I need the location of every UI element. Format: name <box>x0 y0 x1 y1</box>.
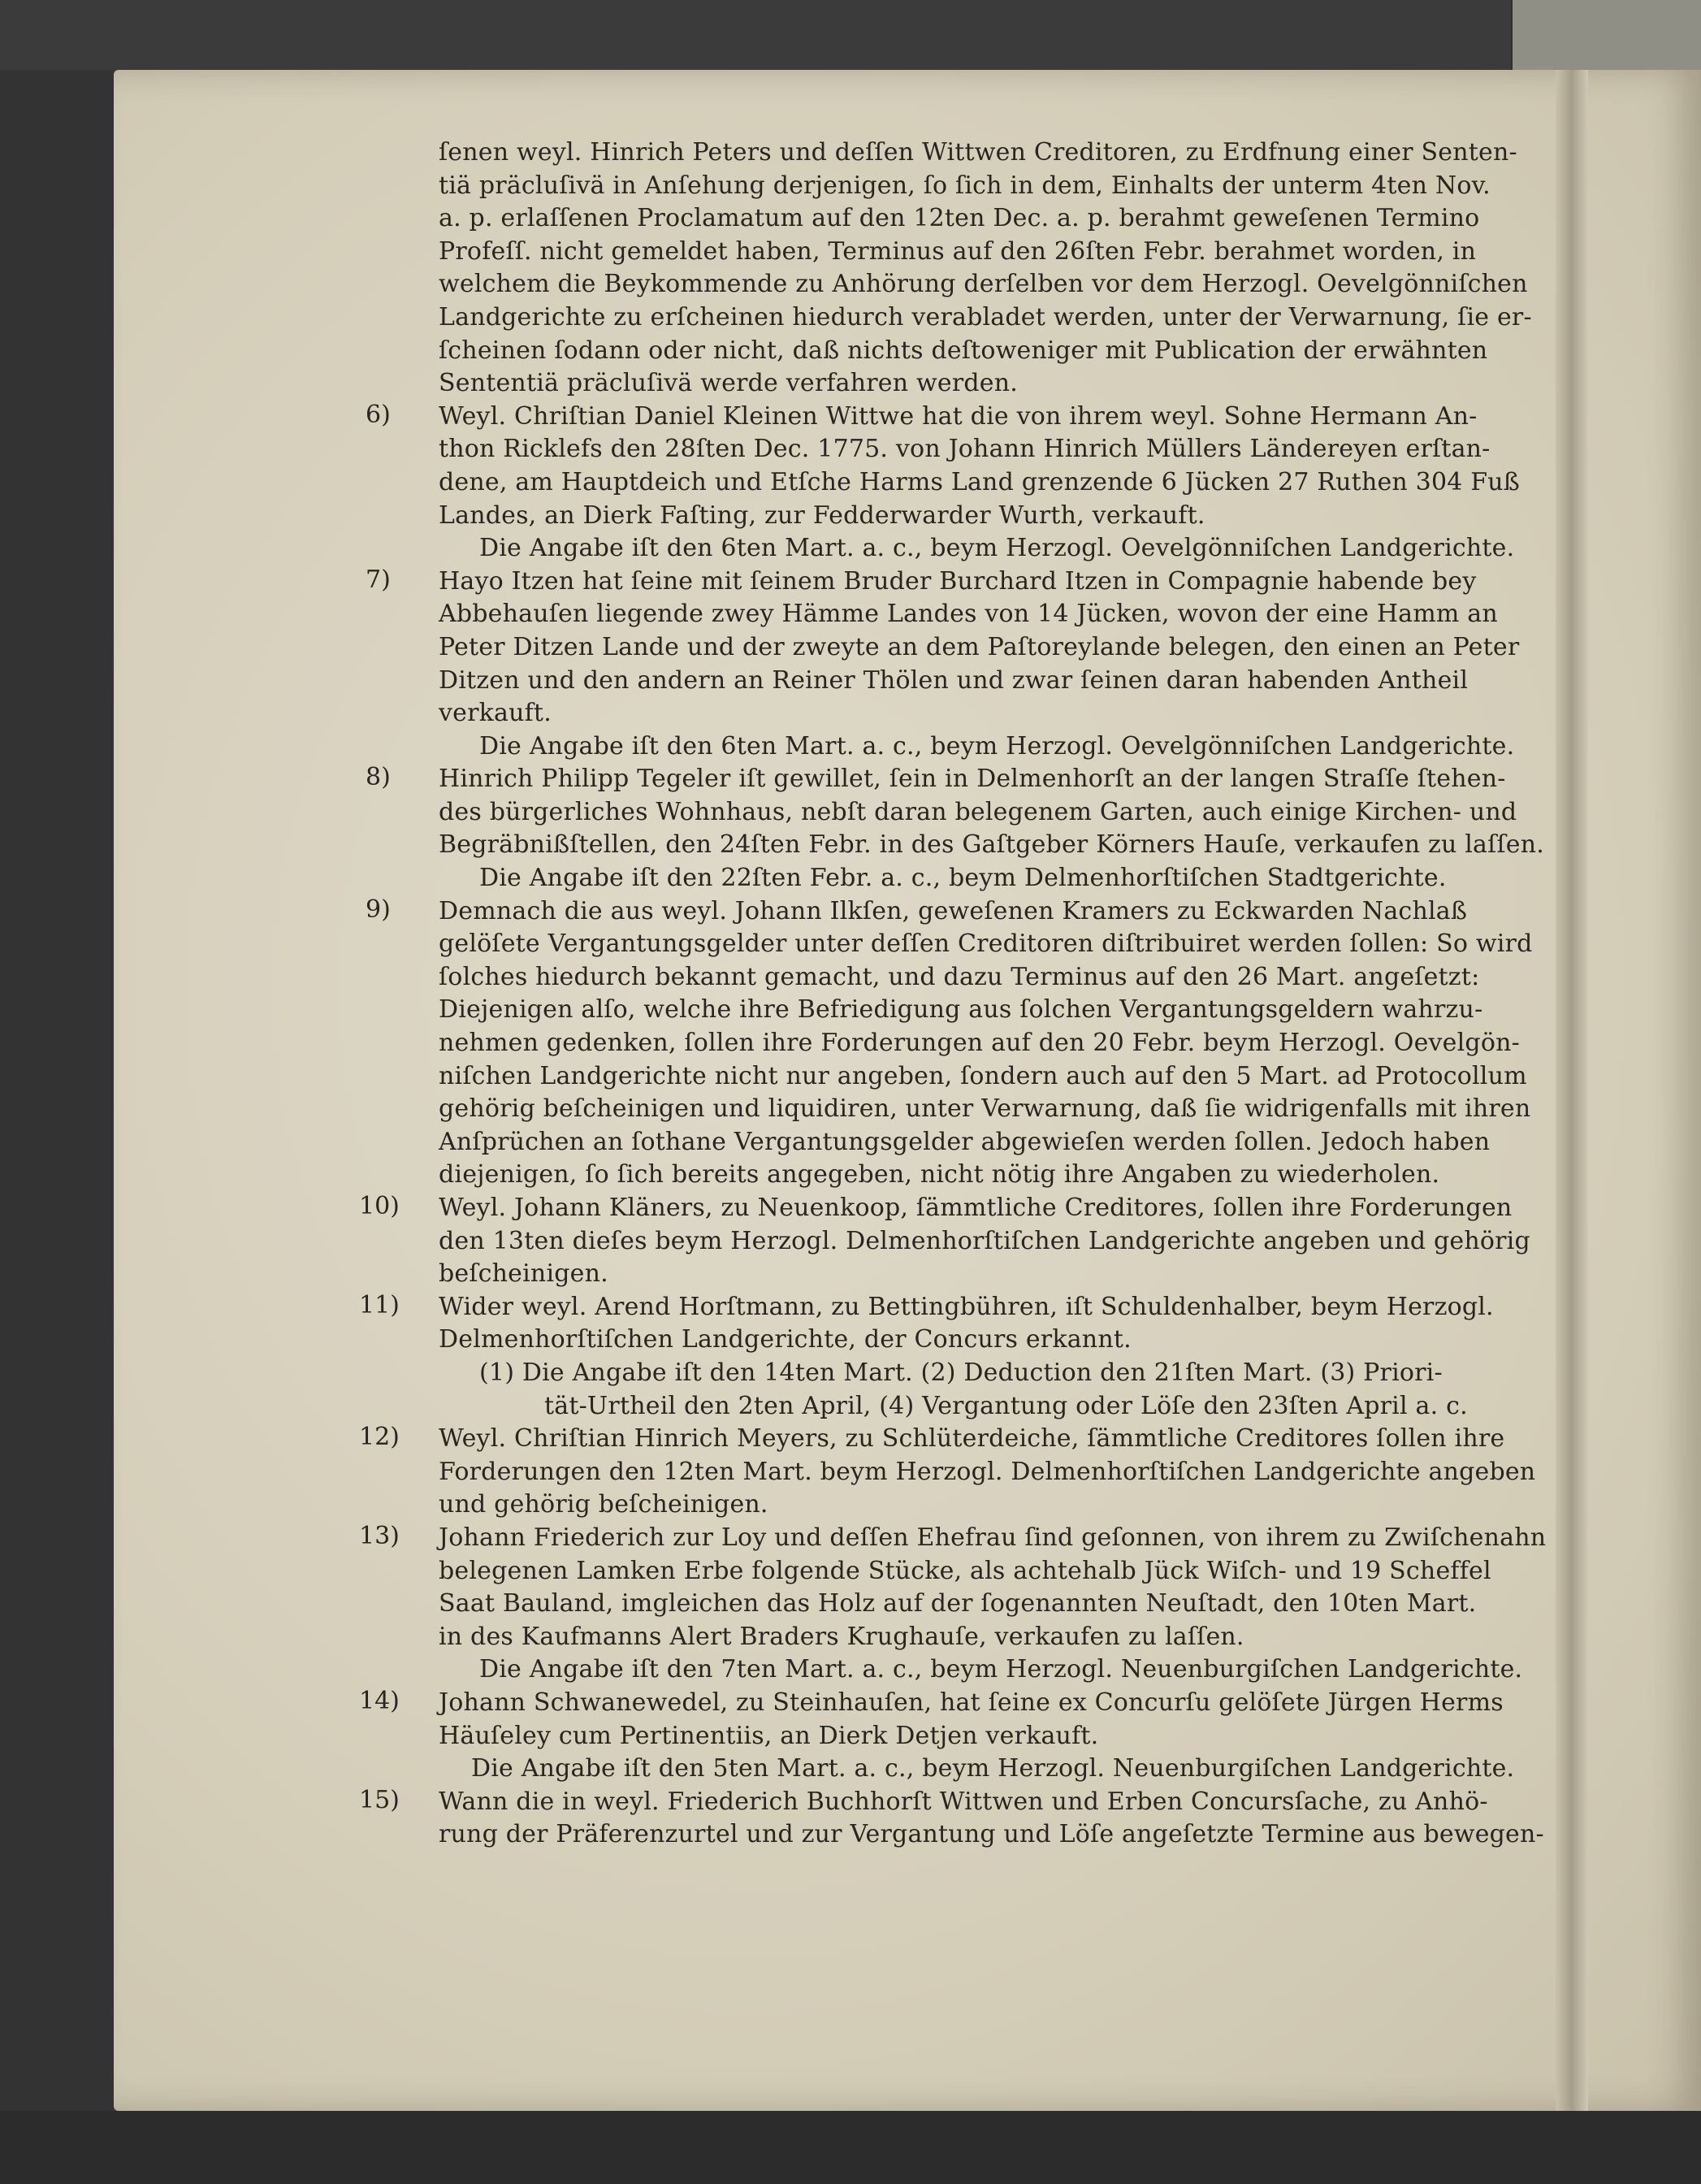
notice-line: Die Angabe iſt den 7ten Mart. a. c., beym Herzogl. Neuenburgiſchen Landgerichte. <box>479 1655 1523 1684</box>
text-line: nehmen gedenken, ſollen ihre Forderungen auf den 20 Febr. beym Herzogl. Oevelgön‑ <box>439 1029 1520 1058</box>
text-line: Peter Ditzen Lande und der zweyte an dem Paſtoreylande belegen, den einen an Peter <box>439 632 1520 661</box>
notice-line: tät‑Urtheil den 2ten April, (4) Vergantung oder Löſe den 23ſten April a. c. <box>544 1391 1468 1420</box>
text-line: gelöſete Vergantungsgelder unter deſſen Creditoren diſtribuiret werden ſollen: So wird <box>439 930 1533 959</box>
text-line: Landes, an Dierk Faſting, zur Fedderwarder Wurth, verkauft. <box>439 500 1205 530</box>
text-line: Delmenhorſtiſchen Landgerichte, der Concurs erkannt. <box>439 1325 1132 1354</box>
text-line: Ditzen und den andern an Reiner Thölen und zwar ſeinen daran habenden Antheil <box>439 665 1469 695</box>
entry-14 <box>359 1686 1608 1786</box>
text-line: niſchen Landgerichte nicht nur angeben, ſondern auch auf den 5 Mart. ad Protocollum <box>439 1061 1527 1090</box>
notice-line: Die Angabe iſt den 6ten Mart. a. c., beym Herzogl. Oevelgönniſchen Landgerichte. <box>479 534 1515 563</box>
text-line: Hayo Itzen hat ſeine mit ſeinem Bruder Burchard Itzen in Compagnie habende bey <box>439 566 1477 596</box>
text-line: dene, am Hauptdeich und Etſche Harms Land grenzende 6 Jücken 27 Ruthen 304 Fuß <box>439 467 1521 496</box>
scan-background-top <box>0 0 1701 70</box>
entry-number: 15) <box>359 1785 400 1814</box>
text-line: Johann Schwanewedel, zu Steinhauſen, hat ſeine ex Concurſu gelöſete Jürgen Herms <box>439 1688 1504 1717</box>
text-line: Weyl. Johann Kläners, zu Neuenkoop, ſämmtliche Creditores, ſollen ihre Forderungen <box>439 1194 1513 1222</box>
entry-6 <box>366 400 1608 566</box>
text-line: belegenen Lamken Erbe folgende Stücke, als achtehalb Jück Wiſch‑ und 19 Scheffel <box>439 1556 1491 1585</box>
text-line: diejenigen, ſo ſich bereits angegeben, nicht nötig ihre Angaben zu wiederholen. <box>439 1160 1440 1190</box>
scan-background-left <box>0 0 114 2184</box>
entry-number: 10) <box>359 1192 400 1220</box>
entry-number: 11) <box>359 1290 400 1320</box>
text-line: Wider weyl. Arend Horſtmann, zu Bettingbühren, iſt Schuldenhalber, beym Herzogl. <box>439 1292 1494 1321</box>
entry-number: 13) <box>359 1521 400 1550</box>
text-line: Saat Bauland, imgleichen das Holz auf der ſogenannten Neuſtadt, den 10ten Mart. <box>439 1589 1477 1618</box>
text-line: ſenen weyl. Hinrich Peters und deſſen Wittwen Creditoren, zu Erdfnung einer Senten‑ <box>439 138 1517 167</box>
text-line: rung der Präferenzurtel und zur Vergantung und Löſe angeſetzte Termine aus bewegen‑ <box>439 1820 1544 1849</box>
text-line: ſcheinen ſodann oder nicht, daß nichts deſtoweniger mit Publication der erwähnten <box>439 336 1488 365</box>
text-line: Forderungen den 12ten Mart. beym Herzogl. Delmenhorſtiſchen Landgerichte angeben <box>439 1457 1536 1486</box>
notice-line: Die Angabe iſt den 6ten Mart. a. c., beym Herzogl. Oevelgönniſchen Landgerichte. <box>479 731 1515 760</box>
entry-number: 7) <box>366 565 391 594</box>
notice-line: Die Angabe iſt den 5ten Mart. a. c., beym Herzogl. Neuenburgiſchen Landgerichte. <box>471 1754 1515 1783</box>
text-line: des bürgerliches Wohnhaus, nebſt daran belegenem Garten, auch einige Kirchen‑ und <box>439 797 1517 826</box>
entry-number: 14) <box>359 1686 400 1715</box>
text-line: a. p. erlaſſenen Proclamatum auf den 12ten Dec. a. p. berahmt geweſenen Termino <box>439 204 1480 233</box>
entry-number: 9) <box>366 895 391 924</box>
entry-number: 8) <box>366 763 391 792</box>
text-line: Landgerichte zu erſcheinen hiedurch verabladet werden, unter der Verwarnung, ſie er‑ <box>439 302 1532 332</box>
entry-11 <box>359 1290 1608 1423</box>
text-line: Sententiä präcluſivä werde verfahren werden. <box>439 369 1019 398</box>
text-line: in des Kaufmanns Alert Braders Krughauſe, verkaufen zu laſſen. <box>439 1622 1244 1651</box>
text-line: verkauft. <box>439 699 552 728</box>
text-line: Profeſſ. nicht gemeldet haben, Terminus auf den 26ſten Febr. berahmet worden, in <box>439 236 1477 266</box>
entry-number: 6) <box>366 400 391 429</box>
text-line: und gehörig beſcheinigen. <box>439 1490 768 1519</box>
text-line: Wann die in weyl. Friederich Buchhorſt Wittwen und Erben Concursſache, zu Anhö‑ <box>439 1787 1488 1816</box>
text-line: Häuſeley cum Pertinentiis, an Dierk Detjen verkauft. <box>439 1721 1099 1750</box>
text-line: beſcheinigen. <box>439 1259 608 1289</box>
scan-background-bottom <box>0 2111 1701 2184</box>
notice-line: Die Angabe iſt den 22ſten Febr. a. c., beym Delmenhorſtiſchen Stadtgerichte. <box>479 864 1447 893</box>
continuation-paragraph <box>374 136 1608 401</box>
text-line: thon Ricklefs den 28ſten Dec. 1775. von Johann Hinrich Müllers Ländereyen erſtan‑ <box>439 435 1491 464</box>
text-line: Begräbnißſtellen, den 24ſten Febr. in des Gaſtgeber Körners Hauſe, verkaufen zu laſſen. <box>439 830 1544 860</box>
text-line: tiä präcluſivä in Anſehung derjenigen, ſo ſich in dem, Einhalts der unterm 4ten Nov. <box>439 171 1491 200</box>
entry-8 <box>366 763 1608 895</box>
text-line: Hinrich Philipp Tegeler iſt gewillet, ſein in Delmenhorſt an der langen Straſſe ſtehen‑ <box>439 765 1506 794</box>
entry-number: 12) <box>359 1423 400 1452</box>
page-text-block <box>359 136 1608 1852</box>
text-line: Weyl. Chriſtian Hinrich Meyers, zu Schlüterdeiche, ſämmtliche Creditores ſollen ihre <box>439 1424 1505 1454</box>
text-line: Weyl. Chriſtian Daniel Kleinen Wittwe hat die von ihrem weyl. Sohne Hermann An‑ <box>439 401 1478 431</box>
entry-13 <box>359 1521 1608 1687</box>
text-line: ſolches hiedurch bekannt gemacht, und dazu Terminus auf den 26 Mart. angeſetzt: <box>439 962 1480 991</box>
text-line: Diejenigen alſo, welche ihre Befriedigung aus ſolchen Vergantungsgeldern wahrzu‑ <box>439 995 1483 1025</box>
text-line: Demnach die aus weyl. Johann Ilkſen, geweſenen Kramers zu Eckwarden Nachlaß <box>439 896 1468 925</box>
text-line: Anſprüchen an ſothane Vergantungsgelder abgewieſen werden ſollen. Jedoch haben <box>439 1127 1491 1156</box>
text-line: den 13ten dieſes beym Herzogl. Delmenhorſtiſchen Landgerichte angeben und gehörig <box>439 1226 1530 1255</box>
text-line: welchem die Beykommende zu Anhörung derſelben vor dem Herzogl. Oevelgönniſchen <box>439 270 1528 299</box>
entry-10 <box>359 1192 1608 1291</box>
notice-line: (1) Die Angabe iſt den 14ten Mart. (2) Deduction den 21ſten Mart. (3) Priori‑ <box>479 1358 1443 1387</box>
entry-7 <box>366 565 1608 764</box>
text-line: gehörig beſcheinigen und liquidiren, unter Verwarnung, daß ſie widrigenfalls mit ihren <box>439 1094 1531 1124</box>
entry-15 <box>359 1785 1608 1852</box>
text-line: Johann Friederich zur Loy und deſſen Ehefrau ſind geſonnen, von ihrem zu Zwiſchenahn <box>439 1523 1547 1552</box>
text-line: Abbehauſen liegende zwey Hämme Landes von 14 Jücken, wovon der eine Hamm an <box>439 600 1498 629</box>
entry-9 <box>366 895 1608 1192</box>
entry-12 <box>359 1423 1608 1522</box>
